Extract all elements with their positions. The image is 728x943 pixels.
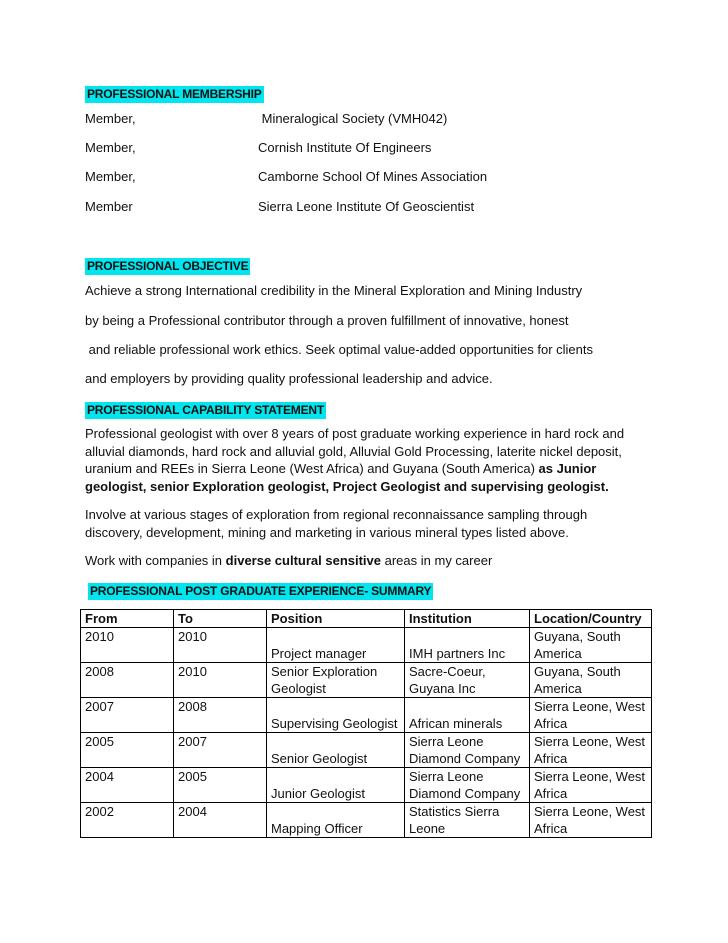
table-row	[81, 628, 652, 663]
objective-line: by being a Professional contributor through a proven fulfillment of innovative, honest	[85, 313, 569, 328]
table-row	[81, 733, 652, 768]
cell-to: 2005	[174, 768, 267, 803]
cell-from: 2005	[81, 733, 174, 768]
capability-text: Professional geologist with over 8 years of post graduate working experience in hard rock and alluvial diamonds, hard rock and alluvial gold, Alluvial Gold Processing, laterite nickel deposit, uranium and REEs in Sierra Leone (West Africa) and Guyana (South America)	[85, 426, 625, 476]
cell-location: Sierra Leone, West Africa	[530, 768, 652, 803]
membership-item	[85, 140, 645, 158]
position-text: Supervising Geologist	[271, 716, 398, 731]
cell-institution: Sacre-Coeur, Guyana Inc	[405, 663, 530, 698]
table-row	[81, 803, 652, 838]
cell-institution	[405, 628, 530, 663]
membership-org: Mineralogical Society (VMH042)	[258, 111, 448, 126]
cell-from: 2010	[81, 628, 174, 663]
cell-to: 2004	[174, 803, 267, 838]
cell-position	[267, 628, 405, 663]
table-header-row	[81, 610, 652, 628]
membership-role: Member	[85, 199, 133, 214]
cell-location: Sierra Leone, West Africa	[530, 698, 652, 733]
cell-institution: Sierra Leone Diamond Company	[405, 768, 530, 803]
table-row	[81, 698, 652, 733]
header-from: From	[81, 610, 174, 628]
table-row	[81, 663, 652, 698]
capability-paragraph	[85, 425, 645, 495]
membership-item	[85, 169, 645, 187]
cell-location: Sierra Leone, West Africa	[530, 803, 652, 838]
companies-text: Work with companies in	[85, 553, 226, 568]
membership-org: Cornish Institute Of Engineers	[258, 140, 432, 155]
capability-heading: PROFESSIONAL CAPABILITY STATEMENT	[87, 403, 324, 417]
membership-item	[85, 111, 645, 129]
cell-position	[267, 698, 405, 733]
cell-institution: Sierra Leone Diamond Company	[405, 733, 530, 768]
position-text: Project manager	[271, 646, 367, 661]
membership-heading: PROFESSIONAL MEMBERSHIP	[87, 87, 262, 101]
institution-text: African minerals	[409, 716, 503, 731]
cell-from: 2008	[81, 663, 174, 698]
involvement-paragraph: Involve at various stages of exploration from regional reconnaissance sampling through discovery, development, mining and marketing in various mineral types listed above.	[85, 507, 588, 540]
header-location: Location/Country	[530, 610, 652, 628]
cell-from: 2004	[81, 768, 174, 803]
cell-institution: Statistics Sierra Leone	[405, 803, 530, 838]
cell-position	[267, 733, 405, 768]
cell-from: 2007	[81, 698, 174, 733]
membership-item	[85, 199, 645, 217]
companies-paragraph	[85, 552, 645, 570]
membership-role: Member,	[85, 111, 136, 126]
companies-text-end: areas in my career	[381, 553, 493, 568]
position-text: Junior Geologist	[271, 786, 365, 801]
cell-location: Guyana, South America	[530, 663, 652, 698]
experience-table	[80, 609, 652, 838]
cell-institution	[405, 698, 530, 733]
objective-heading: PROFESSIONAL OBJECTIVE	[87, 259, 249, 273]
cell-location: Guyana, South America	[530, 628, 652, 663]
cell-to: 2010	[174, 628, 267, 663]
header-position: Position	[267, 610, 405, 628]
capability-roles: as Junior geologist, senior Exploration geologist, Project Geologist and supervising geologist.	[85, 461, 609, 494]
membership-org: Sierra Leone Institute Of Geoscientist	[258, 199, 475, 214]
cell-to: 2010	[174, 663, 267, 698]
objective-line: and employers by providing quality professional leadership and advice.	[85, 371, 493, 386]
position-text: Senior Geologist	[271, 751, 368, 766]
experience-heading: PROFESSIONAL POST GRADUATE EXPERIENCE- SUMMARY	[90, 584, 432, 598]
companies-bold: diverse cultural sensitive	[225, 553, 382, 568]
cell-to: 2008	[174, 698, 267, 733]
institution-text: IMH partners Inc	[409, 646, 506, 661]
cell-location: Sierra Leone, West Africa	[530, 733, 652, 768]
cell-from: 2002	[81, 803, 174, 838]
table-row	[81, 768, 652, 803]
membership-role: Member,	[85, 140, 136, 155]
membership-org: Camborne School Of Mines Association	[258, 169, 488, 184]
objective-line: and reliable professional work ethics. Seek optimal value-added opportunities for clients	[85, 342, 594, 357]
header-institution: Institution	[405, 610, 530, 628]
objective-line: Achieve a strong International credibility in the Mineral Exploration and Mining Industry	[85, 283, 583, 298]
cell-position	[267, 768, 405, 803]
membership-role: Member,	[85, 169, 136, 184]
header-to: To	[174, 610, 267, 628]
cell-position	[267, 803, 405, 838]
cell-to: 2007	[174, 733, 267, 768]
position-text: Mapping Officer	[271, 821, 363, 836]
cell-position: Senior Exploration Geologist	[267, 663, 405, 698]
